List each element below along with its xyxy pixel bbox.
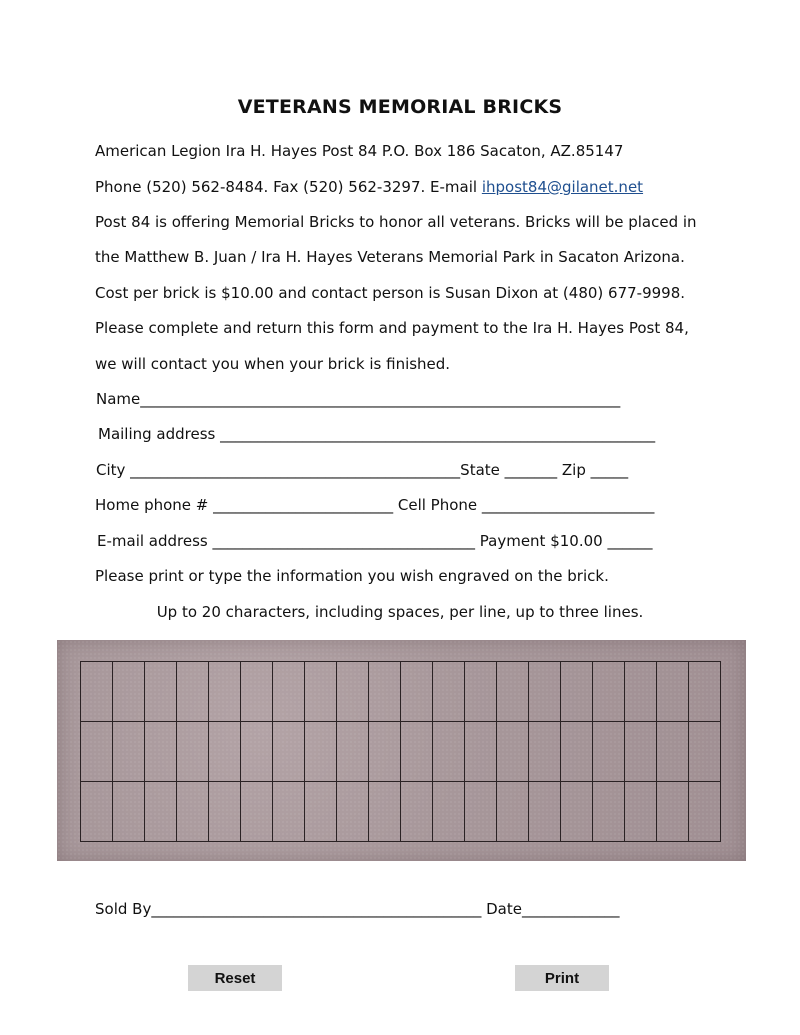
character-cell[interactable] [305,662,337,722]
mailing-address-field[interactable]: Mailing address __________________________________________________________ [98,425,656,443]
character-cell[interactable] [337,662,369,722]
paragraph-line-4: Please complete and return this form and payment to the Ira H. Hayes Post 84, [95,319,689,337]
character-cell[interactable] [529,662,561,722]
character-cell[interactable] [337,722,369,782]
character-cell[interactable] [593,782,625,842]
character-cell[interactable] [113,662,145,722]
character-cell[interactable] [593,662,625,722]
character-cell[interactable] [401,662,433,722]
character-cell[interactable] [81,662,113,722]
character-cell[interactable] [81,782,113,842]
character-cell[interactable] [625,662,657,722]
character-cell[interactable] [273,782,305,842]
character-cell[interactable] [465,782,497,842]
paragraph-line-2: the Matthew B. Juan / Ira H. Hayes Veterans Memorial Park in Sacaton Arizona. [95,248,685,266]
city-state-zip-field[interactable]: City ____________________________________________State _______ Zip _____ [96,461,629,479]
address-line: American Legion Ira H. Hayes Post 84 P.O. Box 186 Sacaton, AZ.85147 [95,142,624,160]
character-cell[interactable] [689,722,721,782]
reset-button[interactable]: Reset [188,965,282,991]
character-cell[interactable] [209,722,241,782]
character-cell[interactable] [561,662,593,722]
character-cell[interactable] [305,782,337,842]
character-cell[interactable] [369,662,401,722]
character-cell[interactable] [369,782,401,842]
contact-line [95,178,643,196]
character-cell[interactable] [241,662,273,722]
email-payment-field[interactable]: E-mail address ___________________________________ Payment $10.00 ______ [97,532,653,550]
character-cell[interactable] [497,782,529,842]
character-cell[interactable] [593,722,625,782]
character-cell[interactable] [113,722,145,782]
character-cell[interactable] [145,782,177,842]
character-cell[interactable] [401,722,433,782]
character-cell[interactable] [689,782,721,842]
character-cell[interactable] [337,782,369,842]
character-cell[interactable] [241,782,273,842]
character-cell[interactable] [529,722,561,782]
character-cell[interactable] [113,782,145,842]
character-cell[interactable] [273,662,305,722]
character-cell[interactable] [561,722,593,782]
character-cell[interactable] [625,722,657,782]
character-cell[interactable] [497,662,529,722]
engraving-grid[interactable] [80,661,721,842]
character-limit-note: Up to 20 characters, including spaces, per line, up to three lines. [156,603,644,621]
page-title: VETERANS MEMORIAL BRICKS [237,96,563,118]
paragraph-line-5: we will contact you when your brick is finished. [95,355,451,373]
email-link[interactable]: ihpost84@gilanet.net [481,178,644,196]
character-cell[interactable] [145,722,177,782]
name-field[interactable]: Name________________________________________________________________ [96,390,621,408]
character-cell[interactable] [465,662,497,722]
print-button[interactable]: Print [515,965,609,991]
character-cell[interactable] [209,662,241,722]
character-cell[interactable] [433,782,465,842]
character-cell[interactable] [689,662,721,722]
character-cell[interactable] [561,782,593,842]
character-cell[interactable] [177,722,209,782]
character-cell[interactable] [273,722,305,782]
engrave-instructions: Please print or type the information you wish engraved on the brick. [95,567,609,585]
character-cell[interactable] [177,662,209,722]
character-cell[interactable] [369,722,401,782]
character-cell[interactable] [529,782,561,842]
character-cell[interactable] [145,662,177,722]
character-cell[interactable] [305,722,337,782]
character-cell[interactable] [497,722,529,782]
character-cell[interactable] [177,782,209,842]
character-cell[interactable] [657,662,689,722]
character-cell[interactable] [433,662,465,722]
paragraph-line-3: Cost per brick is $10.00 and contact person is Susan Dixon at (480) 677-9998. [95,284,686,302]
character-cell[interactable] [401,782,433,842]
sold-by-date-field[interactable]: Sold By____________________________________________ Date_____________ [95,900,620,918]
character-cell[interactable] [465,722,497,782]
character-cell[interactable] [241,722,273,782]
phone-fields[interactable]: Home phone # ________________________ Cell Phone _______________________ [95,496,655,514]
character-cell[interactable] [657,782,689,842]
character-cell[interactable] [625,782,657,842]
character-cell[interactable] [209,782,241,842]
character-cell[interactable] [657,722,689,782]
character-cell[interactable] [433,722,465,782]
character-cell[interactable] [81,722,113,782]
phone-fax-text: Phone (520) 562-8484. Fax (520) 562-3297. E-mail [95,178,482,196]
paragraph-line-1: Post 84 is offering Memorial Bricks to honor all veterans. Bricks will be placed in [95,213,697,231]
